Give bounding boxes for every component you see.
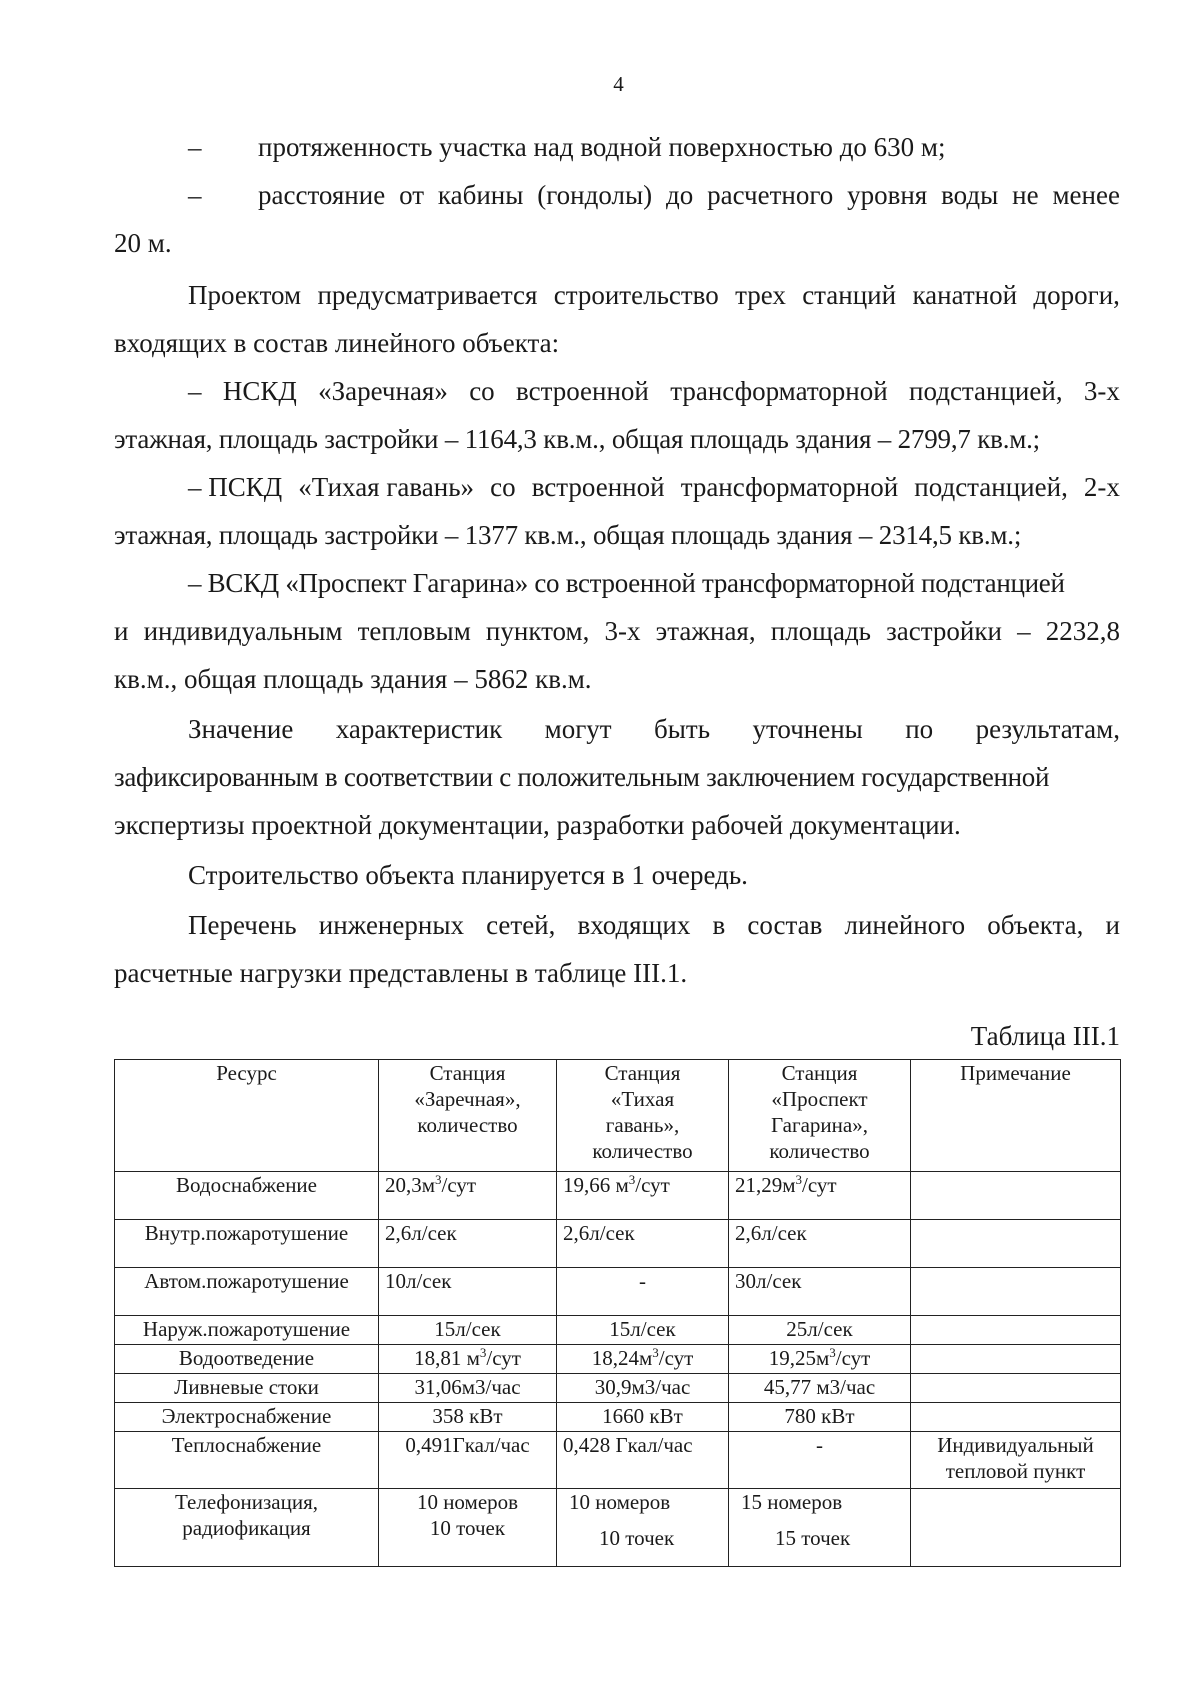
cell-value: 0,428 Гкал/час xyxy=(557,1432,729,1489)
paragraph-line xyxy=(188,716,1120,743)
table-row xyxy=(115,1403,1121,1432)
cell-line: Телефонизация, xyxy=(175,1490,318,1514)
word: объекта, xyxy=(987,910,1084,940)
table-row xyxy=(115,1172,1121,1220)
word: трансформаторной xyxy=(680,472,899,502)
word: «Тихая гавань» xyxy=(298,472,475,502)
bullet-dash: – xyxy=(188,132,202,162)
cell-value: $18,24м^3$/сут xyxy=(557,1345,729,1374)
bullet-text: протяженность участка над водной поверхностью до 630 м; xyxy=(258,132,946,162)
word: встроенной xyxy=(531,472,665,502)
word: быть xyxy=(654,714,711,744)
paragraph-line xyxy=(188,282,1120,309)
cell-value: 2,6л/сек xyxy=(379,1220,557,1268)
word: расчетного xyxy=(707,180,834,210)
page-number: 4 xyxy=(613,72,624,96)
word: уточнены xyxy=(752,714,863,744)
station-line: этажная, площадь застройки – 1164,3 кв.м., общая площадь здания – 2799,7 кв.м.; xyxy=(114,424,1040,454)
table-row xyxy=(115,1432,1121,1489)
header-resource: Ресурс xyxy=(115,1060,379,1172)
word: строительство xyxy=(553,280,719,310)
cell-value: 19,66 $м^3$/сут xyxy=(557,1172,729,1220)
cell-line: Станция xyxy=(429,1061,506,1085)
header-note: Примечание xyxy=(911,1060,1121,1172)
word: менее xyxy=(1052,180,1120,210)
station-line: – ВСКД «Проспект Гагарина» со встроенной трансформаторной подстанцией xyxy=(188,568,1065,598)
table-row xyxy=(115,1268,1121,1316)
word: 2-х xyxy=(1083,472,1120,502)
word: «Заречная» xyxy=(318,376,448,406)
table-row xyxy=(115,1489,1121,1567)
cell-resource: Внутр.пожаротушение xyxy=(115,1220,379,1268)
word: 2232,8 xyxy=(1045,616,1120,646)
cell-note xyxy=(911,1316,1121,1345)
cell-value: 30л/сек xyxy=(729,1268,911,1316)
word: со xyxy=(490,472,516,502)
cell-value xyxy=(379,1489,557,1567)
word: инженерных xyxy=(318,910,464,940)
word: дороги, xyxy=(1033,280,1120,310)
word: до xyxy=(665,180,694,210)
word: – ПСКД xyxy=(188,472,283,502)
word: подстанцией, xyxy=(909,376,1063,406)
cell-value: 18,81 $м^3$/сут xyxy=(379,1345,557,1374)
word: трансформаторной xyxy=(670,376,888,406)
cell-note xyxy=(911,1172,1121,1220)
cell-resource xyxy=(115,1489,379,1567)
station-line xyxy=(188,474,1120,501)
word: от xyxy=(399,180,425,210)
word: не xyxy=(1012,180,1039,210)
word: линейного xyxy=(844,910,966,940)
cell-value: 15 номеров 15 точек xyxy=(729,1489,911,1567)
table-header-row xyxy=(115,1060,1121,1172)
cell-value: 15л/сек xyxy=(379,1316,557,1345)
cell-line: тепловой пункт xyxy=(945,1459,1086,1483)
paragraph-line: входящих в состав линейного объекта: xyxy=(114,328,560,358)
word: встроенной xyxy=(516,376,649,406)
cell-value: 1660 кВт xyxy=(557,1403,729,1432)
word: подстанцией, xyxy=(914,472,1068,502)
word: расстояние xyxy=(258,180,386,210)
word: Перечень xyxy=(188,910,297,940)
word: и xyxy=(114,616,129,646)
cell-value: 2,6л/сек xyxy=(557,1220,729,1268)
word: Проектом xyxy=(188,280,302,310)
word: индивидуальным xyxy=(143,616,343,646)
cell-value: $20,3м^3$/сут xyxy=(379,1172,557,1220)
cell-value: - xyxy=(557,1268,729,1316)
word: кабины xyxy=(437,180,524,210)
cell-value: 25л/сек xyxy=(729,1316,911,1345)
cell-value: 358 кВт xyxy=(379,1403,557,1432)
header-station-tikhaya-gavan xyxy=(557,1060,729,1172)
cell-line: Гагарина», xyxy=(771,1113,868,1137)
word: в xyxy=(712,910,726,940)
cell-line: количество xyxy=(592,1139,693,1163)
station-line xyxy=(188,378,1120,405)
paragraph-line: экспертизы проектной документации, разработки рабочей документации. xyxy=(114,810,961,840)
word: – xyxy=(1017,616,1031,646)
word: результатам, xyxy=(975,714,1120,744)
table-row xyxy=(115,1220,1121,1268)
cell-line: радиофикация xyxy=(182,1516,311,1540)
word: НСКД xyxy=(222,376,297,406)
cell-note xyxy=(911,1268,1121,1316)
word: 3-х xyxy=(604,616,641,646)
word: воды xyxy=(941,180,999,210)
cell-value: $21,29м^3$/сут xyxy=(729,1172,911,1220)
cell-resource: Ливневые стоки xyxy=(115,1374,379,1403)
cell-line: «Тихая xyxy=(610,1087,675,1111)
header-station-prospekt-gagarina xyxy=(729,1060,911,1172)
cell-line: Станция xyxy=(781,1061,858,1085)
word: застройки xyxy=(886,616,1002,646)
cell-value: 15л/сек xyxy=(557,1316,729,1345)
cell-value: 10л/сек xyxy=(379,1268,557,1316)
word: пунктом, xyxy=(485,616,590,646)
cell-note xyxy=(911,1345,1121,1374)
cell-line: «Заречная», xyxy=(414,1087,521,1111)
cell-note xyxy=(911,1432,1121,1489)
station-line: этажная, площадь застройки – 1377 кв.м., общая площадь здания – 2314,5 кв.м.; xyxy=(114,520,1022,550)
cell-resource: Теплоснабжение xyxy=(115,1432,379,1489)
word: входящих xyxy=(577,910,691,940)
paragraph-line xyxy=(188,912,1120,939)
word: площадь xyxy=(770,616,871,646)
bullet-text-continuation: 20 м. xyxy=(114,228,172,258)
cell-note xyxy=(911,1489,1121,1567)
word: предусматривается xyxy=(317,280,538,310)
cell-value: 45,77 м3/час xyxy=(729,1374,911,1403)
cell-line: «Проспект xyxy=(771,1087,868,1111)
word: канатной xyxy=(912,280,1018,310)
cell-line: количество xyxy=(769,1139,870,1163)
table-row xyxy=(115,1316,1121,1345)
cell-value: - xyxy=(729,1432,911,1489)
cell-note xyxy=(911,1374,1121,1403)
cell-value: 30,9м3/час xyxy=(557,1374,729,1403)
word: этажная, xyxy=(655,616,756,646)
word: состав xyxy=(747,910,823,940)
cell-line: 10 точек xyxy=(429,1516,506,1540)
resource-table xyxy=(114,1059,1121,1567)
word: станций xyxy=(802,280,897,310)
cell-value: 780 кВт xyxy=(729,1403,911,1432)
word: трех xyxy=(735,280,786,310)
word: характеристик xyxy=(335,714,503,744)
cell-line: количество xyxy=(417,1113,518,1137)
paragraph-line: зафиксированным в соответствии с положительным заключением государственной xyxy=(114,762,1050,792)
cell-resource: Автом.пожаротушение xyxy=(115,1268,379,1316)
cell-value: $19,25м^3$/сут xyxy=(729,1345,911,1374)
cell-note xyxy=(911,1220,1121,1268)
cell-value: 0,491Гкал/час xyxy=(379,1432,557,1489)
paragraph-line: расчетные нагрузки представлены в таблице III.1. xyxy=(114,958,688,988)
cell-line: гавань», xyxy=(605,1113,680,1137)
cell-value: 31,06м3/час xyxy=(379,1374,557,1403)
cell-resource: Водоотведение xyxy=(115,1345,379,1374)
station-line xyxy=(114,618,1120,645)
word: Значение xyxy=(188,714,294,744)
cell-value: 2,6л/сек xyxy=(729,1220,911,1268)
word: сетей, xyxy=(486,910,556,940)
cell-note xyxy=(911,1403,1121,1432)
word: по xyxy=(905,714,934,744)
cell-line: 10 номеров xyxy=(416,1490,519,1514)
word: (гондолы) xyxy=(537,180,653,210)
bullet-dash: – xyxy=(188,180,202,210)
header-station-zarechnaya xyxy=(379,1060,557,1172)
paragraph-line: Строительство объекта планируется в 1 очередь. xyxy=(188,860,748,890)
station-line: кв.м., общая площадь здания – 5862 кв.м. xyxy=(114,664,592,694)
word: уровня xyxy=(847,180,928,210)
word: и xyxy=(1105,910,1120,940)
bullet-text-line xyxy=(258,182,1120,209)
cell-resource: Электроснабжение xyxy=(115,1403,379,1432)
word: 3-х xyxy=(1083,376,1120,406)
cell-line: Станция xyxy=(604,1061,681,1085)
word: – xyxy=(188,376,202,406)
table-row xyxy=(115,1374,1121,1403)
cell-resource: Наруж.пожаротушение xyxy=(115,1316,379,1345)
word: со xyxy=(469,376,495,406)
cell-line: Индивидуальный xyxy=(937,1433,1094,1457)
word: могут xyxy=(544,714,612,744)
cell-value: 10 номеров 10 точек xyxy=(557,1489,729,1567)
cell-resource: Водоснабжение xyxy=(115,1172,379,1220)
word: тепловым xyxy=(357,616,471,646)
table-row xyxy=(115,1345,1121,1374)
table-caption: Таблица III.1 xyxy=(970,1021,1120,1051)
